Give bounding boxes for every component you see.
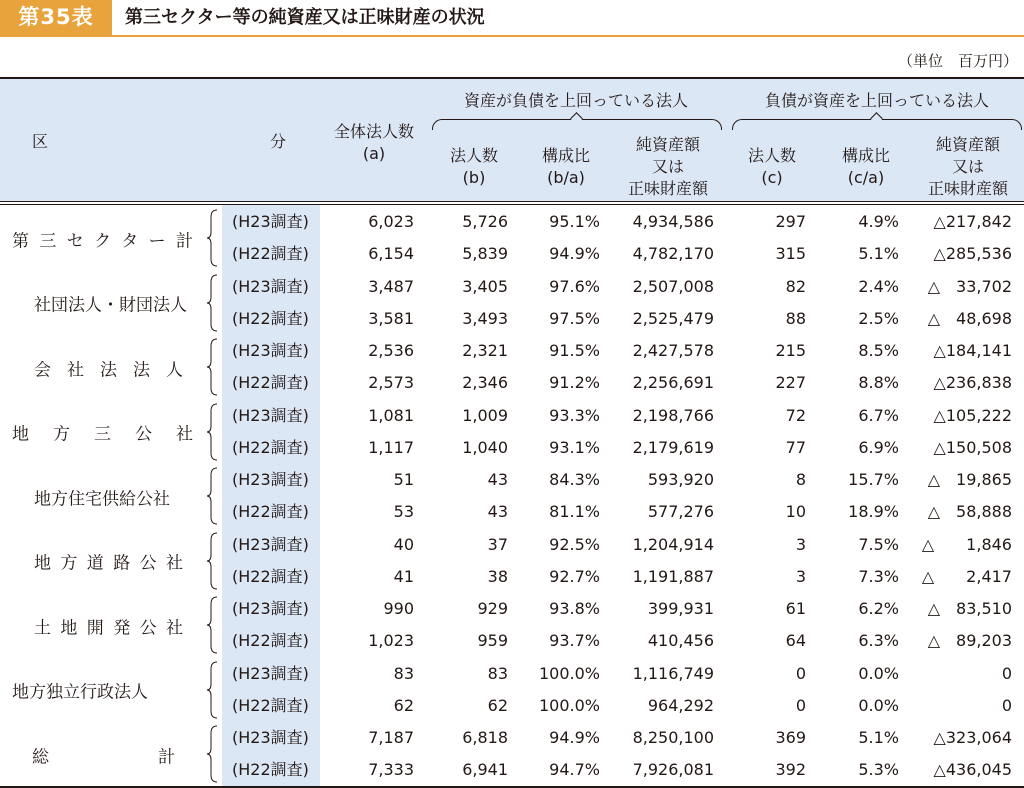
header-surplus-count: 法人数 (b) [449, 146, 498, 187]
cell-surplus-amount: 2,198,766 [632, 405, 714, 425]
table-number-badge: 第35表 [0, 0, 112, 35]
cell-surplus-count: 5,839 [462, 244, 508, 264]
cell-surplus-count: 929 [477, 599, 508, 618]
cell-surplus-amount: 1,116,749 [632, 663, 714, 683]
cell-surplus-amount: 2,179,619 [632, 437, 714, 457]
table-top-rule [0, 77, 1024, 79]
cell-total-count: 7,333 [368, 760, 414, 780]
cell-surplus-count: 2,346 [462, 373, 508, 393]
cell-surplus-count: 1,009 [462, 405, 508, 425]
cell-surplus-count: 6,941 [462, 760, 508, 780]
cell-surplus-count: 43 [487, 470, 508, 489]
title-underline [0, 35, 1024, 37]
cell-surplus-count: 83 [487, 663, 508, 683]
cell-deficit-amount: △ 89,203 [927, 631, 1012, 651]
header-total-count: 全体法人数 (a) [333, 122, 414, 163]
cell-deficit-count: 369 [775, 728, 806, 747]
cell-surplus-ratio: 91.5% [549, 341, 600, 360]
cell-surplus-count: 38 [487, 566, 508, 586]
cell-surplus-count: 43 [487, 502, 508, 522]
cell-deficit-count: 72 [785, 405, 806, 425]
survey-year-label: (H22調査) [232, 631, 309, 651]
cell-surplus-amount: 593,920 [647, 470, 714, 489]
header-category-bun: 分 [270, 132, 287, 151]
cell-surplus-amount: 1,204,914 [632, 534, 714, 554]
category-cell [0, 271, 205, 336]
cell-surplus-ratio: 93.3% [549, 405, 600, 425]
cell-deficit-ratio: 0.0% [858, 663, 899, 683]
survey-year-label: (H23調査) [232, 341, 309, 360]
cell-total-count: 2,573 [368, 373, 414, 393]
cell-deficit-count: 227 [775, 373, 806, 393]
header-deficit-ratio: 構成比 (c/a) [841, 146, 890, 187]
survey-year-label: (H23調査) [232, 599, 309, 618]
cell-surplus-amount: 8,250,100 [632, 728, 714, 747]
cell-surplus-amount: 2,256,691 [632, 373, 714, 393]
header-rule [0, 201, 1024, 202]
cell-deficit-amount: △436,045 [933, 760, 1012, 780]
category-cell [0, 400, 205, 465]
cell-deficit-amount: △ 2,417 [921, 566, 1012, 586]
survey-year-label: (H22調査) [232, 695, 309, 715]
cell-deficit-ratio: 18.9% [848, 502, 899, 522]
cell-deficit-amount: △105,222 [933, 405, 1012, 425]
cell-total-count: 53 [393, 502, 414, 522]
survey-year-label: (H22調査) [232, 244, 309, 264]
category-cell [0, 464, 205, 529]
cell-deficit-amount: △184,141 [933, 341, 1012, 360]
cell-surplus-count: 5,726 [462, 212, 508, 231]
cell-surplus-count: 3,405 [462, 276, 508, 296]
category-label: 第三セクター計 [12, 231, 193, 251]
cell-total-count: 1,081 [368, 405, 414, 425]
header-group-surplus-bracket [432, 119, 722, 130]
cell-surplus-ratio: 93.8% [549, 599, 600, 618]
cell-deficit-amount: 0 [1001, 695, 1012, 715]
cell-surplus-count: 1,040 [462, 437, 508, 457]
cell-surplus-amount: 399,931 [647, 599, 714, 618]
category-label: 社団法人・財団法人 [34, 295, 187, 316]
cell-surplus-ratio: 94.9% [549, 244, 600, 264]
header-deficit-amount: 純資産額 又は 正味財産額 [927, 135, 1008, 198]
cell-surplus-ratio: 92.5% [549, 534, 600, 554]
cell-deficit-ratio: 2.5% [858, 308, 899, 328]
cell-deficit-count: 297 [775, 212, 806, 231]
cell-surplus-ratio: 97.6% [549, 276, 600, 296]
category-cell [0, 529, 205, 594]
brace-icon [206, 403, 218, 461]
cell-total-count: 1,117 [368, 437, 414, 457]
cell-surplus-ratio: 91.2% [549, 373, 600, 393]
cell-deficit-amount: △150,508 [933, 437, 1012, 457]
cell-deficit-count: 10 [785, 502, 806, 522]
cell-total-count: 2,536 [368, 341, 414, 360]
cell-surplus-count: 37 [487, 534, 508, 554]
category-label: 地方三公社 [12, 424, 193, 445]
cell-surplus-count: 3,493 [462, 308, 508, 328]
cell-surplus-amount: 7,926,081 [632, 760, 714, 780]
survey-year-label: (H22調査) [232, 566, 309, 586]
survey-year-label: (H23調査) [232, 534, 309, 554]
cell-deficit-count: 315 [775, 244, 806, 264]
survey-year-label: (H22調査) [232, 308, 309, 328]
header-group-deficit: 負債が資産を上回っている法人 [764, 91, 989, 110]
cell-total-count: 83 [393, 663, 414, 683]
cell-surplus-ratio: 100.0% [538, 663, 600, 683]
cell-total-count: 6,154 [368, 244, 414, 264]
cell-surplus-amount: 1,191,887 [632, 566, 714, 586]
cell-total-count: 1,023 [368, 631, 414, 651]
cell-deficit-ratio: 8.5% [858, 341, 899, 360]
cell-deficit-amount: △323,064 [933, 728, 1012, 747]
category-label: 総計 [32, 747, 175, 767]
cell-surplus-ratio: 100.0% [538, 695, 600, 715]
survey-year-label: (H23調査) [232, 276, 309, 296]
cell-deficit-amount: △217,842 [933, 212, 1012, 231]
cell-deficit-ratio: 6.3% [858, 631, 899, 651]
cell-deficit-ratio: 2.4% [858, 276, 899, 296]
header-surplus-amount: 純資産額 又は 正味財産額 [627, 135, 708, 198]
cell-deficit-count: 215 [775, 341, 806, 360]
survey-year-label: (H22調査) [232, 373, 309, 393]
brace-icon [206, 596, 218, 654]
category-cell [0, 593, 205, 658]
category-cell [0, 722, 205, 787]
category-cell [0, 335, 205, 400]
table-title: 第三セクター等の純資産又は正味財産の状況 [125, 7, 485, 28]
cell-deficit-count: 61 [785, 599, 806, 618]
header-deficit-count: 法人数 (c) [747, 146, 796, 187]
cell-deficit-amount: △ 83,510 [927, 599, 1012, 618]
cell-deficit-ratio: 15.7% [848, 470, 899, 489]
brace-icon [206, 338, 218, 396]
cell-deficit-count: 82 [785, 276, 806, 296]
cell-deficit-ratio: 8.8% [858, 373, 899, 393]
cell-surplus-amount: 577,276 [647, 502, 714, 522]
cell-deficit-ratio: 7.5% [858, 534, 899, 554]
brace-icon [206, 661, 218, 719]
cell-deficit-ratio: 0.0% [858, 695, 899, 715]
brace-icon [206, 274, 218, 332]
cell-deficit-ratio: 6.9% [858, 437, 899, 457]
category-cell [0, 658, 205, 723]
header-surplus-ratio: 構成比 (b/a) [541, 146, 590, 187]
cell-surplus-ratio: 93.1% [549, 437, 600, 457]
cell-deficit-count: 8 [795, 470, 806, 489]
cell-deficit-ratio: 4.9% [858, 212, 899, 231]
header-group-deficit-bracket [732, 119, 1022, 130]
cell-total-count: 40 [393, 534, 414, 554]
cell-surplus-amount: 2,507,008 [632, 276, 714, 296]
cell-surplus-amount: 2,427,578 [632, 341, 714, 360]
cell-total-count: 3,487 [368, 276, 414, 296]
cell-surplus-amount: 4,782,170 [632, 244, 714, 264]
cell-deficit-count: 392 [775, 760, 806, 780]
survey-year-label: (H22調査) [232, 437, 309, 457]
survey-year-label: (H23調査) [232, 663, 309, 683]
cell-deficit-amount: △ 58,888 [927, 502, 1012, 522]
cell-deficit-ratio: 5.1% [858, 728, 899, 747]
cell-surplus-amount: 2,525,479 [632, 308, 714, 328]
header-group-surplus: 資産が負債を上回っている法人 [463, 91, 688, 110]
header-rule-double [0, 204, 1024, 205]
cell-surplus-ratio: 97.5% [549, 308, 600, 328]
cell-total-count: 41 [393, 566, 414, 586]
title-bar [0, 0, 1024, 37]
unit-note: （単位 百万円） [897, 52, 1018, 70]
cell-total-count: 6,023 [368, 212, 414, 231]
cell-deficit-ratio: 6.2% [858, 599, 899, 618]
cell-deficit-count: 88 [785, 308, 806, 328]
cell-total-count: 62 [393, 695, 414, 715]
cell-deficit-ratio: 5.3% [858, 760, 899, 780]
cell-deficit-amount: △ 48,698 [927, 308, 1012, 328]
cell-surplus-count: 62 [487, 695, 508, 715]
category-label: 会社法法人 [34, 360, 183, 380]
brace-icon [206, 725, 218, 783]
brace-icon [206, 532, 218, 590]
cell-surplus-count: 2,321 [462, 341, 508, 360]
cell-deficit-amount: △285,536 [933, 244, 1012, 264]
brace-icon [206, 209, 218, 267]
cell-deficit-count: 3 [795, 534, 806, 554]
category-cell [0, 206, 205, 271]
category-label: 土地開発公社 [34, 618, 183, 638]
cell-surplus-ratio: 93.7% [549, 631, 600, 651]
category-label: 地方独立行政法人 [12, 682, 148, 703]
cell-deficit-ratio: 5.1% [858, 244, 899, 264]
cell-surplus-amount: 4,934,586 [632, 212, 714, 231]
cell-total-count: 3,581 [368, 308, 414, 328]
cell-surplus-ratio: 84.3% [549, 470, 600, 489]
cell-total-count: 7,187 [368, 728, 414, 747]
cell-deficit-amount: △ 19,865 [927, 470, 1012, 489]
category-label: 地方道路公社 [34, 553, 183, 574]
cell-deficit-amount: 0 [1001, 663, 1012, 683]
cell-surplus-ratio: 94.7% [549, 760, 600, 780]
cell-surplus-ratio: 92.7% [549, 566, 600, 586]
cell-surplus-ratio: 95.1% [549, 212, 600, 231]
cell-deficit-count: 77 [785, 437, 806, 457]
survey-year-label: (H23調査) [232, 728, 309, 747]
brace-icon [206, 467, 218, 525]
cell-deficit-amount: △236,838 [933, 373, 1012, 393]
survey-year-label: (H22調査) [232, 502, 309, 522]
cell-surplus-amount: 964,292 [647, 695, 714, 715]
cell-total-count: 990 [383, 599, 414, 618]
survey-year-label: (H23調査) [232, 470, 309, 489]
cell-surplus-count: 959 [477, 631, 508, 651]
cell-surplus-count: 6,818 [462, 728, 508, 747]
header-category-ku: 区 [32, 132, 49, 151]
cell-total-count: 51 [393, 470, 414, 489]
cell-deficit-amount: △ 1,846 [921, 534, 1012, 554]
cell-surplus-ratio: 94.9% [549, 728, 600, 747]
cell-surplus-ratio: 81.1% [549, 502, 600, 522]
cell-deficit-count: 0 [795, 663, 806, 683]
survey-year-label: (H23調査) [232, 212, 309, 231]
survey-year-label: (H22調査) [232, 760, 309, 780]
cell-deficit-amount: △ 33,702 [927, 276, 1012, 296]
survey-year-label: (H23調査) [232, 405, 309, 425]
cell-deficit-count: 64 [785, 631, 806, 651]
category-label: 地方住宅供給公社 [34, 489, 170, 509]
cell-surplus-amount: 410,456 [647, 631, 714, 651]
cell-deficit-count: 3 [795, 566, 806, 586]
cell-deficit-ratio: 7.3% [858, 566, 899, 586]
cell-deficit-count: 0 [795, 695, 806, 715]
cell-deficit-ratio: 6.7% [858, 405, 899, 425]
